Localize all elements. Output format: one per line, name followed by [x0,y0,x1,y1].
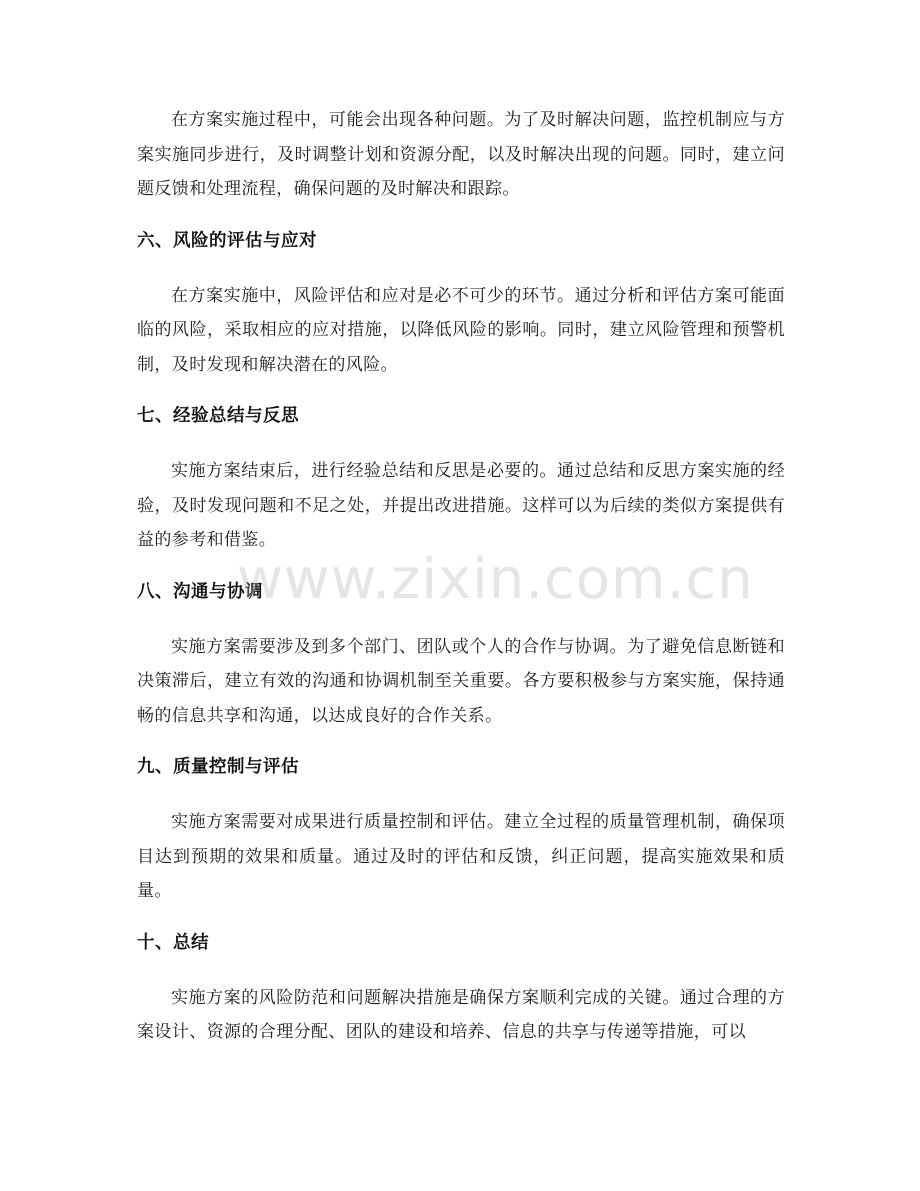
heading-section-6: 六、风险的评估与应对 [137,230,317,251]
document-body [137,103,785,1050]
heading-section-8: 八、沟通与协调 [137,581,263,602]
heading-section-9: 九、质量控制与评估 [137,757,299,777]
paragraph-section-8: 实施方案需要涉及到多个部门、团队或个人的合作与协调。为了避免信息断链和决策滞后，建立有效的沟通和协调机制至关重要。各方要积极参与方案实施，保持通畅的信息共享和沟通，以达成良好的合作关系。 [137,636,785,726]
paragraph-section-9: 实施方案需要对成果进行质量控制和评估。建立全过程的质量管理机制，确保项目达到预期的效果和质量。通过及时的评估和反馈，纠正问题，提高实施效果和质量。 [137,812,785,901]
paragraph-intro: 在方案实施过程中，可能会出现各种问题。为了及时解决问题，监控机制应与方案实施同步进行，及时调整计划和资源分配，以及时解决出现的问题。同时，建立问题反馈和处理流程，确保问题的及时解决和跟踪。 [137,110,785,199]
paragraph-section-6: 在方案实施中，风险评估和应对是必不可少的环节。通过分析和评估方案可能面临的风险，采取相应的应对措施，以降低风险的影响。同时，建立风险管理和预警机制，及时发现和解决潜在的风险。 [137,285,785,375]
watermark-text: www.zixin.com.cn [237,547,754,612]
paragraph-section-10: 实施方案的风险防范和问题解决措施是确保方案顺利完成的关键。通过合理的方案设计、资源的合理分配、团队的建设和培养、信息的共享与传递等措施，可以 [137,987,785,1042]
paragraph-section-7: 实施方案结束后，进行经验总结和反思是必要的。通过总结和反思方案实施的经验，及时发现问题和不足之处，并提出改进措施。这样可以为后续的类似方案提供有益的参考和借鉴。 [137,461,785,550]
heading-section-10: 十、总结 [137,932,209,953]
heading-section-7: 七、经验总结与反思 [137,406,299,426]
